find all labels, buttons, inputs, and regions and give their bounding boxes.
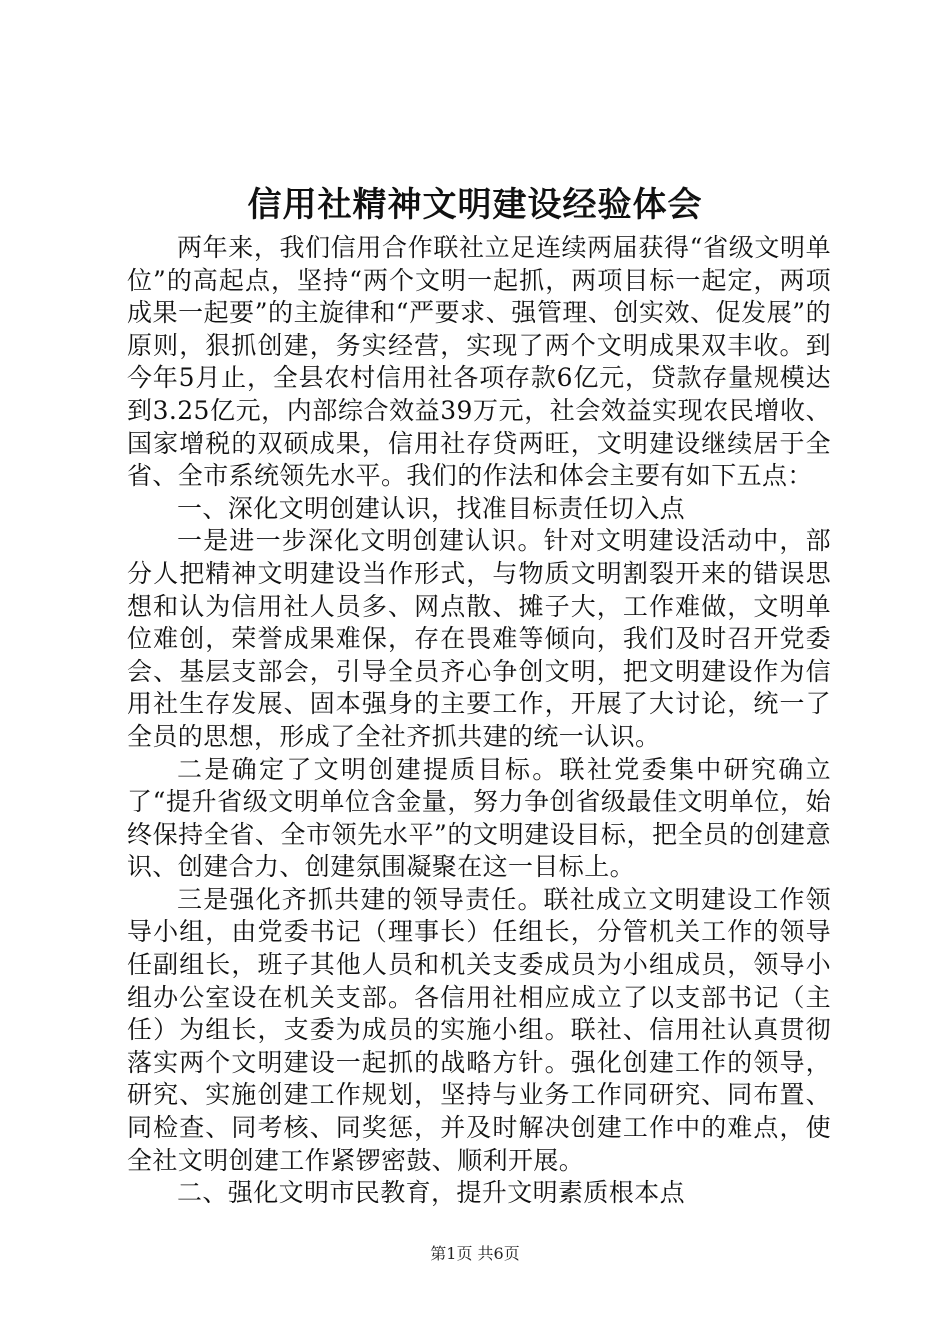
paragraph-point-3: 三是强化齐抓共建的领导责任。联社成立文明建设工作领导小组，由党委书记（理事长）任组长，分管机关工作的领导任副组长，班子其他人员和机关支委成员为小组成员，领导小组办公室设在机关支部。各信用社相应成立了以支部书记（主任）为组长，支委为成员的实施小组。联社、信用社认真贯彻落实两个文明建设一起抓的战略方针。强化创建工作的领导，研究、实施创建工作规划，坚持与业务工作同研究、同布置、同检查、同考核、同奖惩，并及时解决创建工作中的难点，使全社文明创建工作紧锣密鼓、顺利开展。 xyxy=(127,884,831,1175)
section-heading-2: 二、强化文明市民教育，提升文明素质根本点 xyxy=(177,1178,686,1208)
page-footer: 第1页 共6页 xyxy=(430,1244,520,1263)
document-title: 信用社精神文明建设经验体会 xyxy=(247,185,703,225)
document-body xyxy=(127,232,831,1210)
paragraph-intro: 两年来，我们信用合作联社立足连续两届获得“省级文明单位”的高起点，坚持“两个文明一起抓，两项目标一起定，两项成果一起要”的主旋律和“严要求、强管理、创实效、促发展”的原则，狠抓创建，务实经营，实现了两个文明成果双丰收。到今年5月止，全县农村信用社各项存款6亿元，贷款存量规模达到3.25亿元，内部综合效益39万元，社会效益实现农民增收、国家增税的双硕成果，信用社存贷两旺，文明建设继续居于全省、全市系统领先水平。我们的作法和体会主要有如下五点： xyxy=(127,233,831,491)
section-heading-1: 一、深化文明创建认识，找准目标责任切入点 xyxy=(177,493,686,523)
paragraph-point-2: 二是确定了文明创建提质目标。联社党委集中研究确立了“提升省级文明单位含金量，努力争创省级最佳文明单位，始终保持全省、全市领先水平”的文明建设目标，把全员的创建意识、创建合力、创建氛围凝聚在这一目标上。 xyxy=(127,754,831,882)
paragraph-point-1: 一是进一步深化文明创建认识。针对文明建设活动中，部分人把精神文明建设当作形式，与物质文明割裂开来的错误思想和认为信用社人员多、网点散、摊子大，工作难做，文明单位难创，荣誉成果难保，存在畏难等倾向，我们及时召开党委会、基层支部会，引导全员齐心争创文明，把文明建设作为信用社生存发展、固本强身的主要工作，开展了大讨论，统一了全员的思想，形成了全社齐抓共建的统一认识。 xyxy=(127,526,831,751)
